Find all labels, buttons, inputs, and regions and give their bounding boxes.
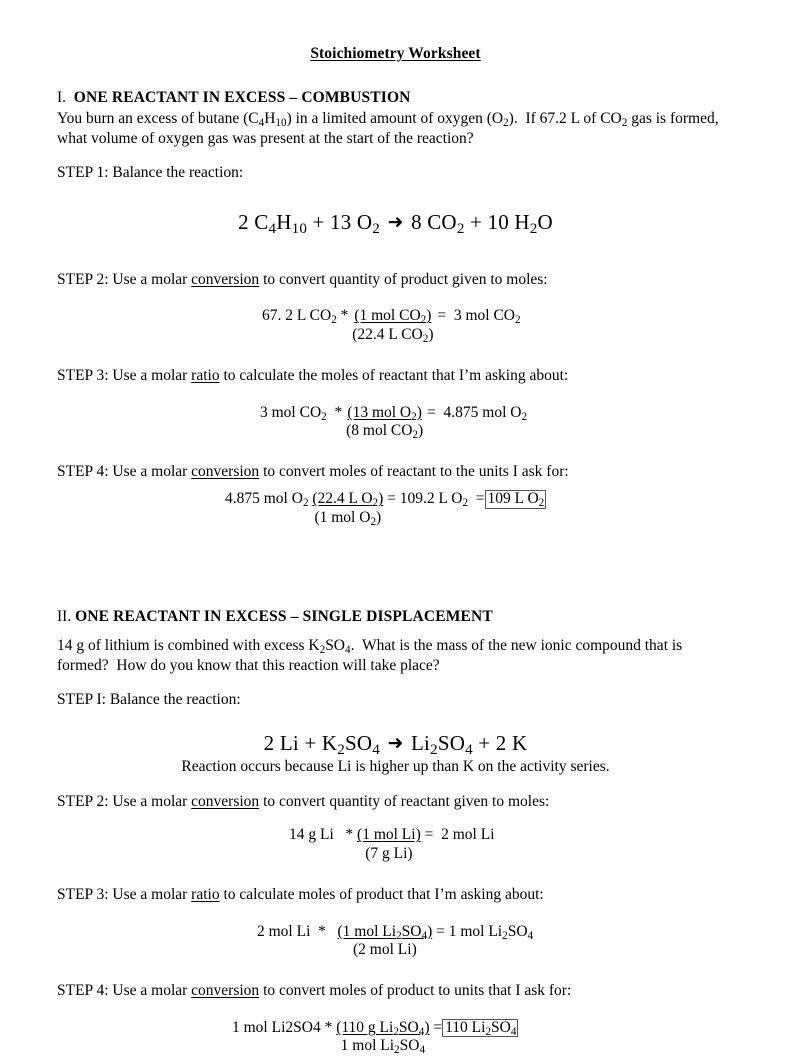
step2-denominator-1: (22.4 L $CO_2$) [352,325,434,345]
page-title-text: Stoichiometry Worksheet [310,45,481,62]
section-1-step2-label: STEP 2: Use a molar conversion to convert quantity of product given to moles: [57,270,548,288]
step2-numerator-2: (1 mol Li) [357,826,421,844]
step4-lead-2: 1 mol Li2SO4 * [232,1019,333,1037]
step3-lead-2: 2 mol Li * [257,922,326,940]
step3-result-1: = 4.875 mol $O_2$ [423,403,528,423]
section-2-step2-keyword: conversion [191,793,260,811]
step2-numerator-1: (1 mol $CO_2$) [354,307,432,327]
step4-result-1: = 109.2 L $O_2$ = [383,490,485,510]
step3-lead-1: 3 mol $CO_2$ * [260,403,343,423]
reaction-arrow-icon: ➜ [387,210,404,233]
section-2-step2-work [57,826,734,863]
step3-denominator-2: (2 mol Li) [353,940,417,958]
section-2-number: II. [57,607,72,625]
section-2-heading [57,607,734,627]
section-2-step2-label: STEP 2: Use a molar conversion to convert quantity of reactant given to moles: [57,793,550,811]
section-2-step4-work [57,1019,734,1056]
step4-numerator-1: (22.4 L $O_2$) [312,490,384,510]
section-1-step3-label: STEP 3: Use a molar ratio to calculate the moles of reactant that I’m asking about: [57,367,569,385]
section-1-step4-keyword: conversion [191,463,260,481]
section-2-step4-keyword: conversion [191,982,260,1000]
step4-denominator-2: 1 mol $Li_2SO_4$ [340,1037,426,1056]
step2-result-2: = 2 mol Li [420,826,495,844]
section-1-problem: You burn an excess of butane $(C_4H_{10})$ in a limited amount of oxygen $(O_2)$. If 67.2 L of $CO_2$ gas is formed, what volume of oxygen gas was present at the start of the reaction? [57,109,719,147]
step4-denominator-1: (1 mol $O_2$) [314,508,382,528]
step3-denominator-1: (8 mol $CO_2$) [346,422,424,441]
step3-numerator-2: (1 mol $Li_2SO_4$) [337,922,433,942]
section-1-step3-keyword: ratio [191,367,220,385]
step3-fraction-1 [346,404,423,441]
section-1-heading [57,88,734,108]
section-2-step3-label: STEP 3: Use a molar ratio to calculate moles of product that I’m asking about: [57,885,544,903]
step3-result-2: = 1 mol $Li_2SO_4$ [432,922,534,942]
section-1-answer-box: 109 L $O_2$ [485,490,547,508]
step3-fraction-2 [338,923,433,960]
section-2-answer-box: 110 $Li_2SO_4$ [442,1019,518,1037]
section-2-step1-label: STEP I: Balance the reaction: [57,690,241,708]
section-2-step3-work [57,923,734,960]
step2-fraction-2 [357,826,421,863]
step2-denominator-2: (7 g Li) [365,844,413,862]
section-1-step4-label: STEP 4: Use a molar conversion to convert moles of reactant to the units I ask for: [57,463,569,481]
section-1-step2-keyword: conversion [191,270,260,288]
step2-result-1: = 3 mol $CO_2$ [433,307,521,327]
section-2-equation-note: Reaction occurs because Li is higher up than K on the activity series. [181,757,610,775]
section-1-title: ONE REACTANT IN EXCESS – COMBUSTION [73,88,411,106]
section-1-step3-work [57,404,734,441]
section-2-step3-keyword: ratio [191,885,220,903]
section-2-step4-label: STEP 4: Use a molar conversion to convert moles of product to units that I ask for: [57,982,572,1000]
step4-result-2: = [429,1019,443,1037]
step2-fraction-1 [352,307,433,344]
section-1-number: I. [57,88,67,106]
section-1-step1-label: STEP 1: Balance the reaction: [57,163,244,181]
page-title [57,44,734,64]
step2-lead-2: 14 g Li * [289,826,354,844]
step4-fraction-1 [312,490,383,527]
reaction-arrow-icon-2: ➜ [387,731,404,754]
step4-lead-1: 4.875 mol $O_2$ [225,490,309,510]
step3-numerator-1: (13 mol $O_2$) [347,403,422,423]
section-1-step4-work [57,490,734,527]
step4-numerator-2: (110 g $Li_2SO_4$) [336,1019,430,1038]
step4-fraction-2 [336,1019,429,1056]
section-2-problem: 14 g of lithium is combined with excess $K_2SO_4$. What is the mass of the new ionic compound that is formed? How do you know that this reaction will take place? [57,636,683,674]
section-1-step2-work [57,307,734,344]
step2-lead-1: 67. 2 L $CO_2$ * [262,307,349,327]
section-1-equation: 2 $C_4H_{10} + 13$ $O_2$ ➜ 8 $CO_2 + 10$ $H_2O$ [238,209,553,237]
section-2-title: ONE REACTANT IN EXCESS – SINGLE DISPLACEMENT [75,607,493,625]
section-2-equation: 2 $Li + K_2SO_4$ ➜ $Li_2SO_4 + 2$ K [263,730,528,758]
